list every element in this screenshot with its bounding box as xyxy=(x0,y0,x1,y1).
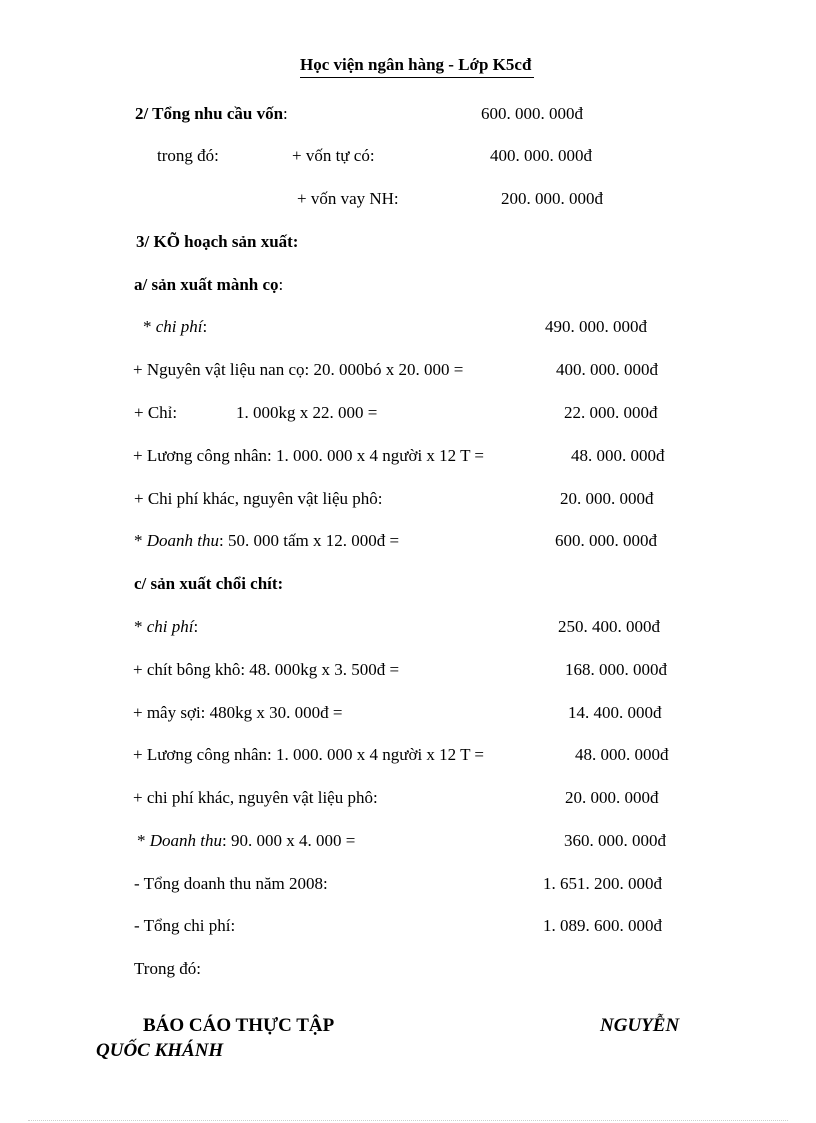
c-cost-label-text: chi phí xyxy=(146,617,194,636)
page-bottom-divider xyxy=(28,1120,788,1121)
trong-do-totals: Trong đó: xyxy=(134,959,201,978)
c-cost-colon: : xyxy=(193,617,199,636)
loan-capital-value: 200. 000. 000đ xyxy=(501,189,603,208)
a-revenue-label xyxy=(134,531,399,551)
c-cost-prefix: * xyxy=(134,617,147,636)
a-item-wage-label: + Lương công nhân: 1. 000. 000 x 4 người x 12 T = xyxy=(133,446,485,465)
c-revenue-prefix: * xyxy=(137,831,150,850)
c-cost-label xyxy=(134,617,198,637)
c-item-chit-label: + chít bông khô: 48. 000kg x 3. 500đ = xyxy=(133,660,400,679)
own-capital-value: 400. 000. 000đ xyxy=(490,146,592,165)
footer-author-given-name: QUỐC KHÁNH xyxy=(96,1040,224,1061)
a-item-material-value: 400. 000. 000đ xyxy=(556,360,658,379)
total-revenue-value: 1. 651. 200. 000đ xyxy=(543,874,662,893)
a-item-thread-label: + Chỉ: xyxy=(134,403,178,422)
a-cost-prefix: * xyxy=(143,317,156,336)
a-revenue-rest: : 50. 000 tấm x 12. 000đ = xyxy=(219,531,400,550)
total-cost-label: - Tổng chi phí: xyxy=(134,916,236,935)
c-item-rattan-value: 14. 400. 000đ xyxy=(568,703,662,722)
a-revenue-label-text: Doanh thu xyxy=(146,531,219,550)
subsection-a-heading xyxy=(134,275,283,295)
total-revenue-label: - Tổng doanh thu năm 2008: xyxy=(134,874,328,893)
a-item-other-label: + Chi phí khác, nguyên vật liệu phô: xyxy=(134,489,383,508)
a-item-thread-formula: 1. 000kg x 22. 000 = xyxy=(236,403,378,422)
a-item-other-value: 20. 000. 000đ xyxy=(560,489,654,508)
c-item-chit-value: 168. 000. 000đ xyxy=(565,660,667,679)
c-cost-value: 250. 400. 000đ xyxy=(558,617,660,636)
c-item-wage-label: + Lương công nhân: 1. 000. 000 x 4 người x 12 T = xyxy=(133,745,485,764)
c-item-rattan-label: + mây sợi: 480kg x 30. 000đ = xyxy=(133,703,343,722)
section-3-heading: 3/ KÕ hoạch sản xuất: xyxy=(136,232,299,251)
section-2-heading-text: 2/ Tổng nhu cầu vốn xyxy=(135,104,284,123)
c-revenue-label xyxy=(137,831,355,851)
c-revenue-label-text: Doanh thu xyxy=(149,831,222,850)
subsection-c-heading: c/ sản xuất chổi chít: xyxy=(134,574,284,593)
total-capital-value: 600. 000. 000đ xyxy=(481,104,583,123)
c-item-other-value: 20. 000. 000đ xyxy=(565,788,659,807)
c-revenue-rest: : 90. 000 x 4. 000 = xyxy=(222,831,356,850)
c-revenue-value: 360. 000. 000đ xyxy=(564,831,666,850)
a-cost-label-text: chi phí xyxy=(155,317,203,336)
a-item-material-label: + Nguyên vật liệu nan cọ: 20. 000bó x 20. 000 = xyxy=(133,360,464,379)
c-item-other-label: + chi phí khác, nguyên vật liệu phô: xyxy=(133,788,378,807)
trong-do-label: trong đó: xyxy=(157,146,219,165)
a-revenue-value: 600. 000. 000đ xyxy=(555,531,657,550)
a-cost-value: 490. 000. 000đ xyxy=(545,317,647,336)
subsection-a-heading-colon: : xyxy=(278,275,284,294)
a-cost-colon: : xyxy=(202,317,208,336)
total-cost-value: 1. 089. 600. 000đ xyxy=(543,916,662,935)
page-header: Học viện ngân hàng - Lớp K5cđ xyxy=(300,55,534,78)
c-item-wage-value: 48. 000. 000đ xyxy=(575,745,669,764)
a-item-wage-value: 48. 000. 000đ xyxy=(571,446,665,465)
subsection-a-heading-text: a/ sản xuất mành cọ xyxy=(134,275,279,294)
footer-report-title: BÁO CÁO THỰC TẬP xyxy=(143,1015,335,1036)
section-2-heading-colon: : xyxy=(283,104,288,123)
a-cost-label xyxy=(143,317,207,337)
footer-author-surname: NGUYỄN xyxy=(600,1015,680,1036)
a-item-thread-value: 22. 000. 000đ xyxy=(564,403,658,422)
loan-capital-label: + vốn vay NH: xyxy=(297,189,399,208)
section-2-heading xyxy=(135,104,288,124)
a-revenue-prefix: * xyxy=(134,531,147,550)
own-capital-label: + vốn tự có: xyxy=(292,146,375,165)
